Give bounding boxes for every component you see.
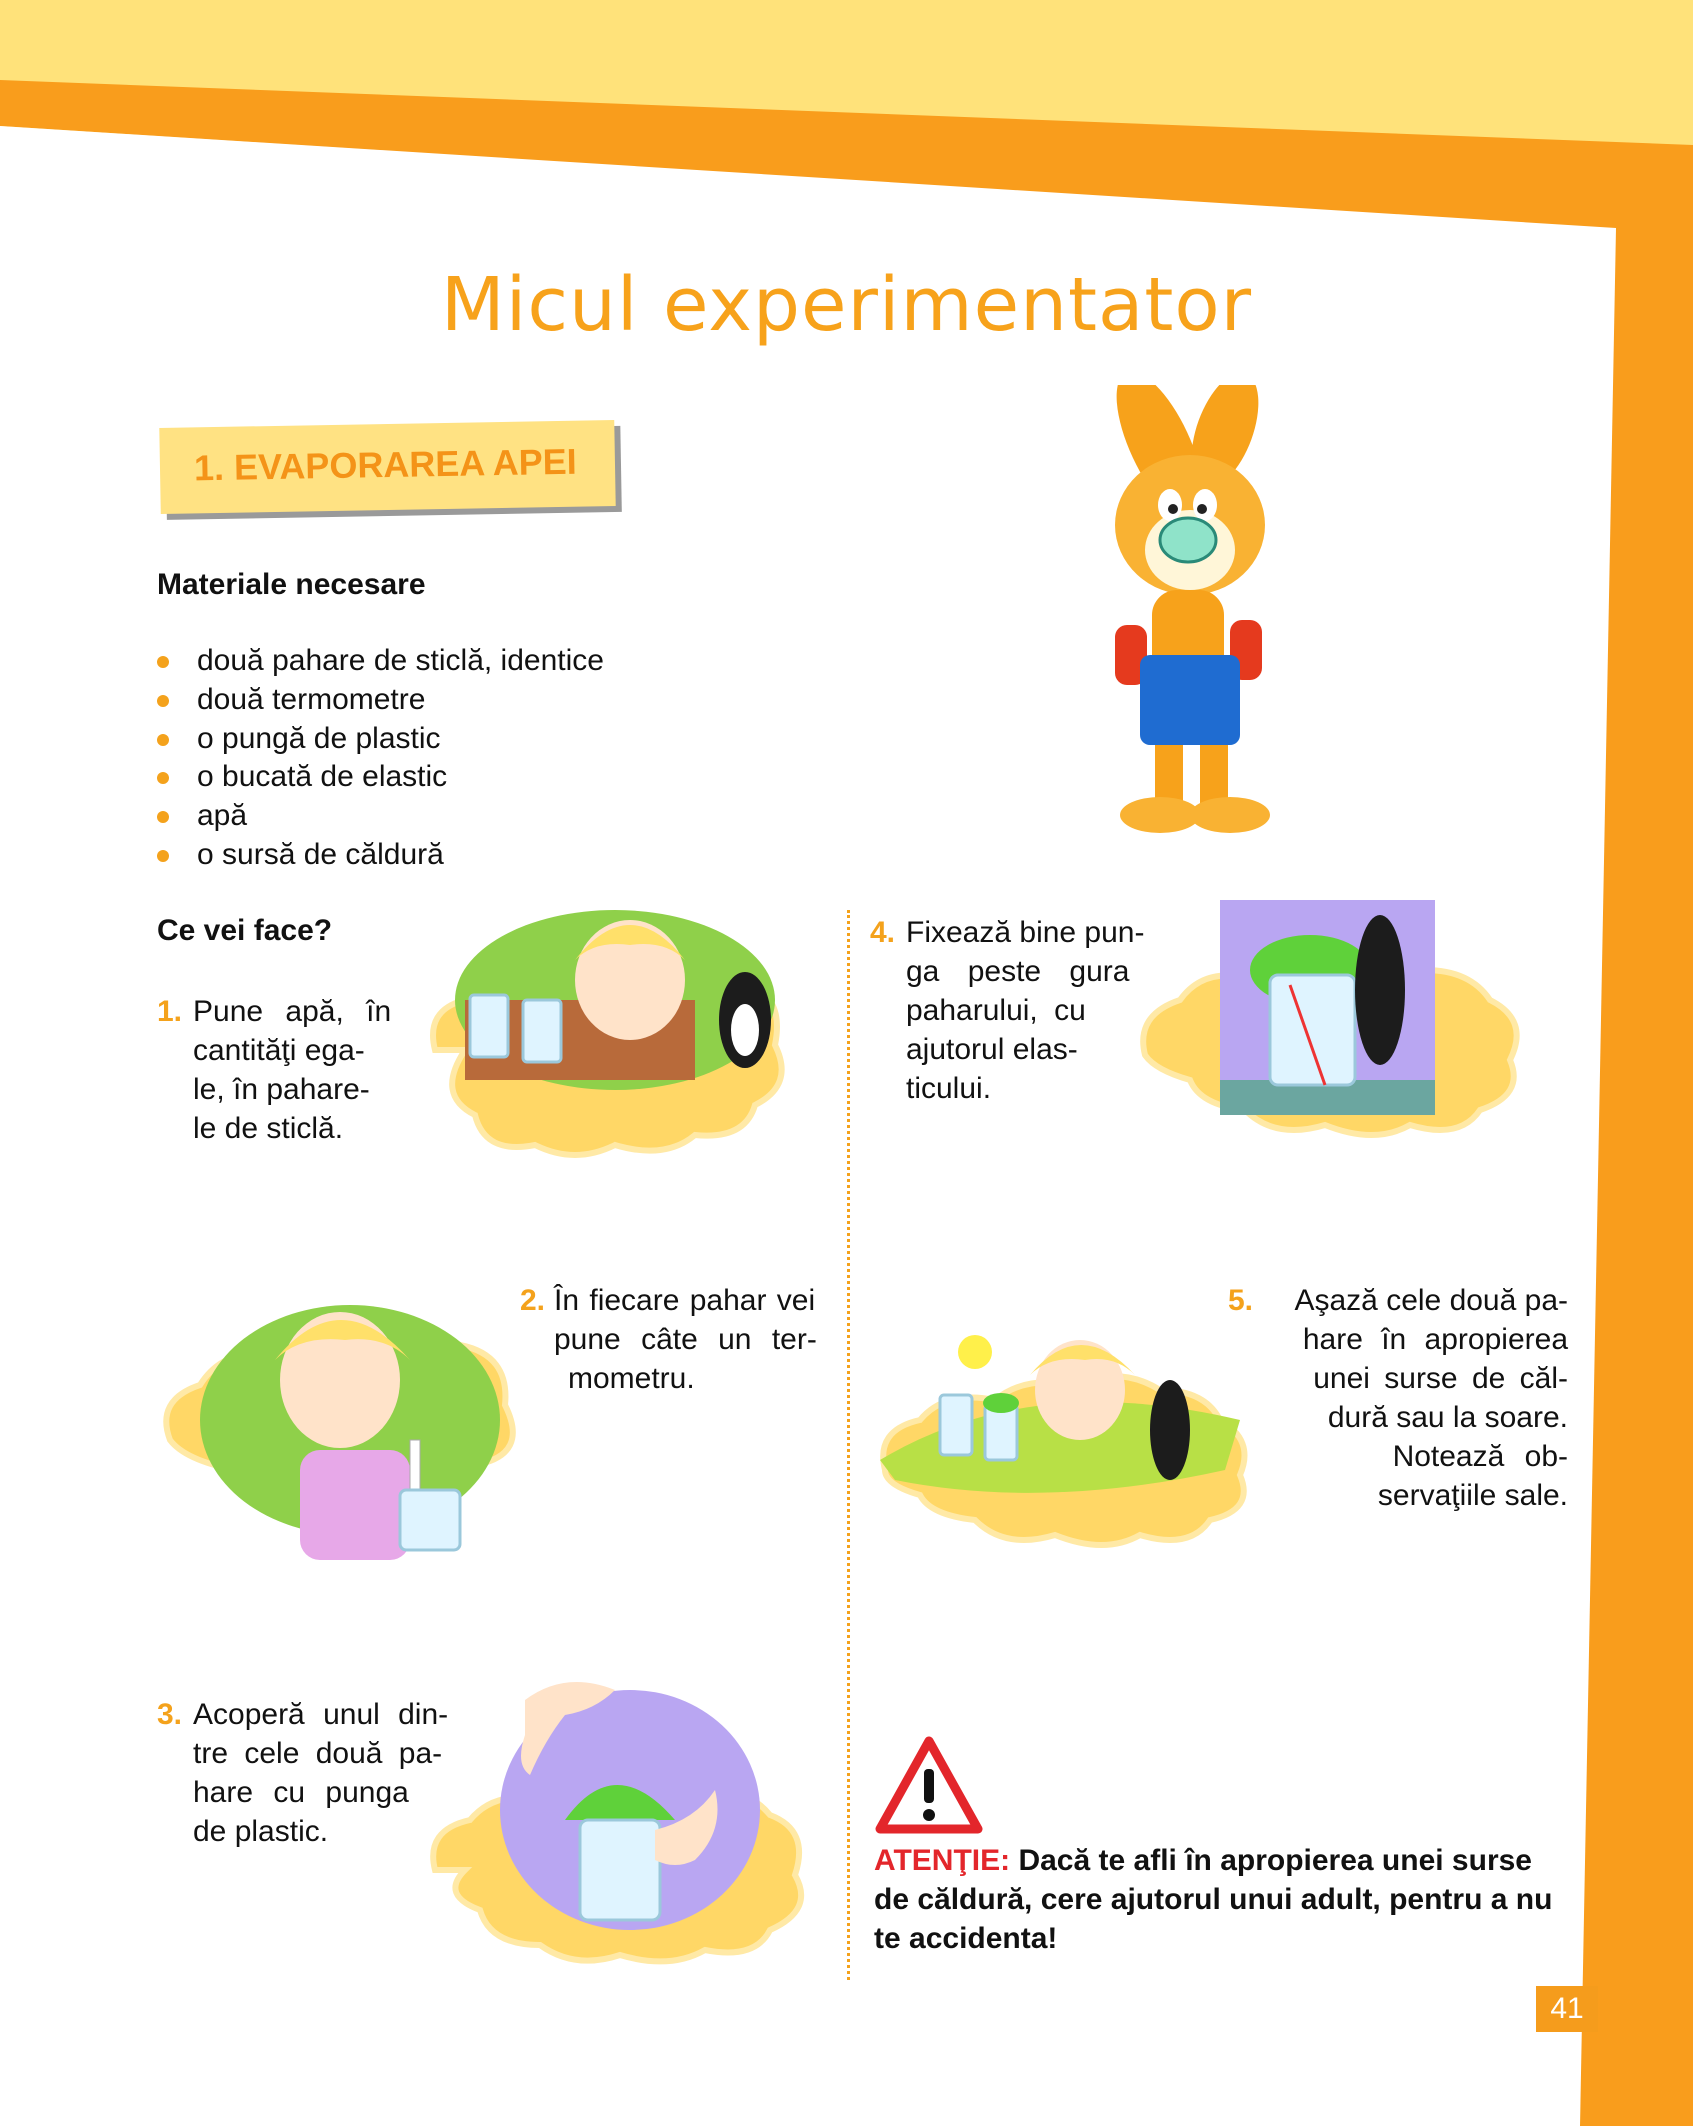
- step-1: 1. Pune apă, în cantităţi ega- le, în pahare- le de sticlă.: [157, 992, 391, 1148]
- step-1-illustration: [415, 900, 825, 1170]
- warning-label: ATENŢIE:: [874, 1844, 1011, 1877]
- procedure-heading: Ce vei face?: [157, 914, 333, 947]
- list-item: o pungă de plastic: [157, 720, 604, 759]
- step-5-illustration: [870, 1300, 1270, 1580]
- materials-list: [157, 642, 604, 875]
- step-2: 2. În fiecare pahar vei pune câte un ter- mometru.: [520, 1281, 817, 1398]
- step-number: 1.: [157, 995, 183, 1028]
- bullet-icon: [157, 656, 169, 668]
- step-3: 3. Acoperă unul din- tre cele două pa- hare cu punga de plastic.: [157, 1695, 448, 1851]
- list-item: o sursă de căldură: [157, 836, 604, 875]
- bullet-icon: [157, 695, 169, 707]
- bullet-icon: [157, 772, 169, 784]
- section-badge: [159, 420, 615, 514]
- list-item: apă: [157, 797, 604, 836]
- column-divider: [847, 910, 850, 1980]
- step-4: 4. Fixează bine pun- ga peste gura paharului, cu ajutorul elas- ticului.: [870, 913, 1144, 1108]
- step-5: 5. Aşază cele două pa- hare în apropierea unei surse de căl- dură sau la soare. Notează ob- servaţiile sale.: [1228, 1281, 1568, 1515]
- step-number: 5.: [1228, 1284, 1254, 1317]
- warning-triangle-icon: [874, 1735, 984, 1835]
- list-item: două termometre: [157, 681, 604, 720]
- materials-heading: Materiale necesare: [157, 568, 426, 601]
- list-item: o bucată de elastic: [157, 758, 604, 797]
- section-title: 1. EVAPORAREA APEI: [193, 440, 578, 489]
- warning-text: [874, 1841, 1554, 1958]
- step-4-illustration: [1130, 895, 1540, 1165]
- page-title: Micul experimentator: [440, 262, 1253, 348]
- warning-message: Dacă te afli în apropierea unei surse de căldură, cere ajutorul unui adult, pentru a nu te accidenta!: [874, 1844, 1553, 1955]
- step-number: 4.: [870, 916, 896, 949]
- rabbit-mascot-illustration: [1040, 385, 1340, 845]
- step-number: 3.: [157, 1698, 183, 1731]
- bullet-icon: [157, 850, 169, 862]
- bullet-icon: [157, 734, 169, 746]
- step-2-illustration: [150, 1270, 570, 1570]
- step-3-illustration: [415, 1680, 825, 1980]
- step-number: 2.: [520, 1284, 546, 1317]
- bullet-icon: [157, 811, 169, 823]
- list-item: două pahare de sticlă, identice: [157, 642, 604, 681]
- page-number: 41: [1536, 1986, 1598, 2032]
